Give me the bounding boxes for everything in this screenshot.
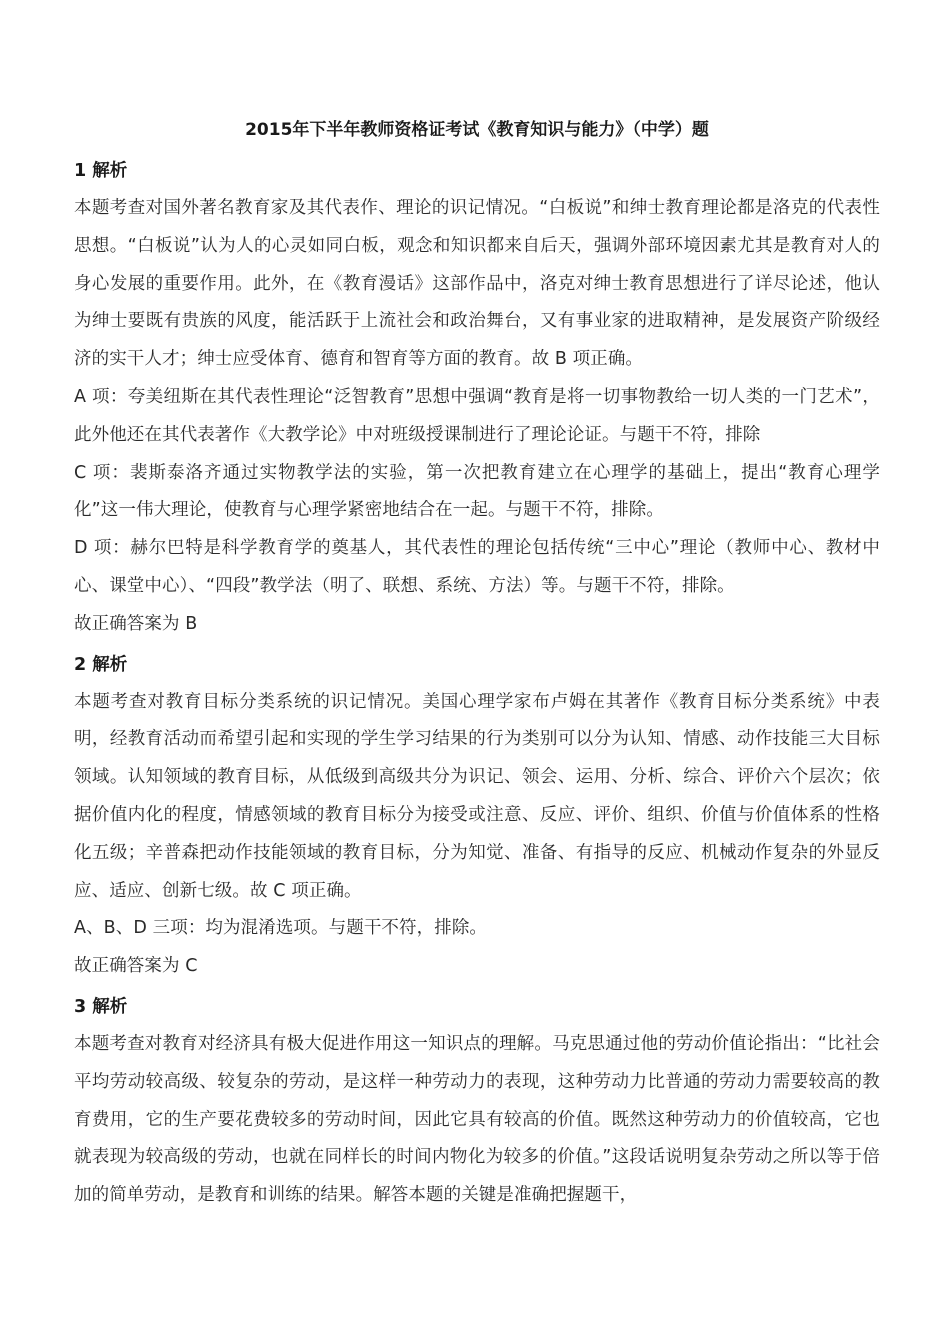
paragraph: C 项：裴斯泰洛齐通过实物教学法的实验，第一次把教育建立在心理学的基础上，提出“教育心理学化”这一伟大理论，使教育与心理学紧密地结合在一起。与题干不符，排除。	[74, 462, 880, 521]
answer-line: 故正确答案为 B	[74, 613, 198, 634]
section-heading: 1 解析	[74, 161, 128, 181]
section-heading: 2 解析	[74, 654, 128, 675]
section-1	[74, 158, 880, 644]
document-page	[74, 118, 880, 1223]
paragraph: A、B、D 三项：均为混淆选项。与题干不符，排除。	[74, 918, 488, 939]
section-3	[74, 994, 880, 1215]
section-2	[74, 652, 880, 986]
paragraph: 本题考查对国外著名教育家及其代表作、理论的识记情况。“白板说”和绅士教育理论都是洛克的代表性思想。“白板说”认为人的心灵如同白板，观念和知识都来自后天，强调外部环境因素尤其是教育对人的身心发展的重要作用。此外，在《教育漫话》这部作品中，洛克对绅士教育思想进行了详尽论述，他认为绅士要既有贵族的风度，能活跃于上流社会和政治舞台，又有事业家的进取精神，是发展资产阶级经济的实干人才；绅士应受体育、德育和智育等方面的教育。故 B 项正确。	[74, 198, 880, 370]
document-title: 2015年下半年教师资格证考试《教育知识与能力》（中学）题	[245, 120, 709, 140]
paragraph: 本题考查对教育对经济具有极大促进作用这一知识点的理解。马克思通过他的劳动价值论指出：“比社会平均劳动较高级、较复杂的劳动，是这样一种劳动力的表现，这种劳动力比普通的劳动力需要较高的教育费用，它的生产要花费较多的劳动时间，因此它具有较高的价值。既然这种劳动力的价值较高，它也就表现为较高级的劳动，也就在同样长的时间内物化为较多的价值。”这段话说明复杂劳动之所以等于倍加的简单劳动，是教育和训练的结果。解答本题的关键是准确把握题干，	[74, 1033, 880, 1206]
section-heading: 3 解析	[74, 996, 128, 1017]
answer-line: 故正确答案为 C	[74, 956, 198, 977]
paragraph: A 项：夸美纽斯在其代表性理论“泛智教育”思想中强调“教育是将一切事物教给一切人类的一门艺术”，此外他还在其代表著作《大教学论》中对班级授课制进行了理论论证。与题干不符，排除	[74, 386, 880, 445]
paragraph: 本题考查对教育目标分类系统的识记情况。美国心理学家布卢姆在其著作《教育目标分类系统》中表明，经教育活动而希望引起和实现的学生学习结果的行为类别可以分为认知、情感、动作技能三大目标领域。认知领域的教育目标，从低级到高级共分为识记、领会、运用、分析、综合、评价六个层次；依据价值内化的程度，情感领域的教育目标分为接受或注意、反应、评价、组织、价值与价值体系的性格化五级；辛普森把动作技能领域的教育目标，分为知觉、准备、有指导的反应、机械动作复杂的外显反应、适应、创新七级。故 C 项正确。	[74, 691, 880, 901]
paragraph: D 项：赫尔巴特是科学教育学的奠基人，其代表性的理论包括传统“三中心”理论（教师中心、教材中心、课堂中心）、“四段”教学法（明了、联想、系统、方法）等。与题干不符，排除。	[74, 538, 880, 596]
